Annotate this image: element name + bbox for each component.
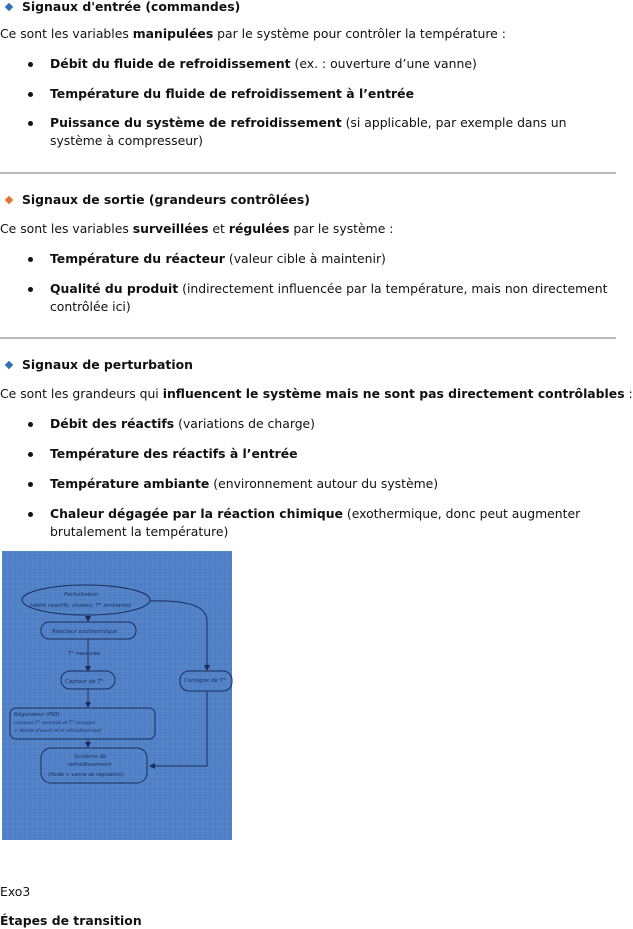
- item-detail: (si applicable, par exemple dans un système à compresseur): [50, 115, 567, 148]
- diagram-label: Réacteur exothermique: [52, 629, 118, 635]
- item-detail: (indirectement influencée par la température, mais non directement contrôlée ici): [50, 281, 608, 314]
- section-heading-inputs: [6, 0, 240, 14]
- diagram-label: Capteur de T°: [65, 679, 104, 685]
- list-item: [50, 114, 614, 150]
- item-term: Chaleur dégagée par la réaction chimique: [50, 506, 343, 521]
- intro-text: par le système pour contrôler la température :: [213, 26, 506, 41]
- item-detail: (environnement autour du système): [209, 476, 439, 491]
- item-detail: (variations de charge): [174, 416, 316, 431]
- diagram-label: refroidissement: [68, 762, 112, 768]
- intro-emphasis: régulées: [228, 221, 290, 236]
- blue-diamond-icon: [5, 2, 13, 10]
- intro-text: par le système :: [289, 221, 394, 236]
- intro-text: et: [208, 221, 229, 236]
- intro-text: Ce sont les grandeurs qui: [0, 386, 163, 401]
- handdrawn-diagram-photo: [2, 551, 232, 840]
- list-item: [50, 445, 614, 463]
- item-term: Puissance du système de refroidissement: [50, 115, 342, 130]
- list-item: [50, 55, 614, 73]
- list-item: [50, 250, 614, 268]
- section-intro: [0, 26, 506, 41]
- diagram-label: (fluide + vanne de régulation): [48, 772, 124, 778]
- intro-emphasis: manipulées: [132, 26, 214, 41]
- item-detail: (ex. : ouverture d’une vanne): [290, 56, 477, 71]
- intro-text: Ce sont les variables: [0, 26, 133, 41]
- item-term: Température ambiante: [50, 476, 210, 491]
- intro-emphasis: influencent le système mais ne sont pas directement contrôlables: [162, 386, 625, 401]
- graph-paper-grid: [2, 551, 232, 840]
- item-detail: (exothermique, donc peut augmenter brutalement la température): [50, 506, 581, 539]
- list-item: [50, 85, 614, 103]
- section-title: Signaux de sortie (grandeurs contrôlées): [22, 192, 310, 207]
- item-term: Qualité du produit: [50, 281, 179, 296]
- section-divider: [0, 337, 616, 339]
- section-intro: [0, 386, 633, 401]
- diagram-label: Système de: [74, 754, 107, 760]
- subheading: Étapes de transition: [0, 913, 142, 928]
- blue-diamond-icon: [5, 360, 13, 368]
- diagram-label: Perturbation: [64, 592, 99, 598]
- item-term: Débit du fluide de refroidissement: [50, 56, 291, 71]
- diagram-label: + décide d'ouvrir et le refroidissement: [14, 729, 102, 734]
- diagram-label: compare T° mesurée et T° consigne: [14, 721, 96, 726]
- diagram-label: Consigne de T°: [184, 678, 226, 684]
- intro-text: Ce sont les variables: [0, 221, 133, 236]
- diagram-label: T° mesurée: [68, 651, 100, 657]
- orange-diamond-icon: [5, 195, 13, 203]
- section-heading-disturbances: [6, 357, 193, 372]
- section-intro: [0, 221, 393, 236]
- item-detail: (valeur cible à maintenir): [224, 251, 386, 266]
- diagram-label: Régulateur (PID): [14, 712, 60, 718]
- section-divider: [0, 172, 616, 174]
- item-term: Température du réacteur: [50, 251, 225, 266]
- list-item: [50, 475, 614, 493]
- item-term: Débit des réactifs: [50, 416, 175, 431]
- section-title: Signaux d'entrée (commandes): [22, 0, 241, 14]
- section-title: Signaux de perturbation: [22, 357, 193, 372]
- exercise-label: Exo3: [0, 884, 31, 899]
- item-term: Température des réactifs à l’entrée: [50, 446, 298, 461]
- item-term: Température du fluide de refroidissement à l’entrée: [50, 86, 414, 101]
- diagram-label: (débit réactifs, chaleur, T° ambiante): [30, 603, 132, 609]
- section-heading-outputs: [6, 192, 310, 207]
- list-item: [50, 415, 614, 433]
- intro-emphasis: surveillées: [132, 221, 209, 236]
- intro-text: :: [624, 386, 633, 401]
- list-item: [50, 505, 614, 541]
- list-item: [50, 280, 614, 316]
